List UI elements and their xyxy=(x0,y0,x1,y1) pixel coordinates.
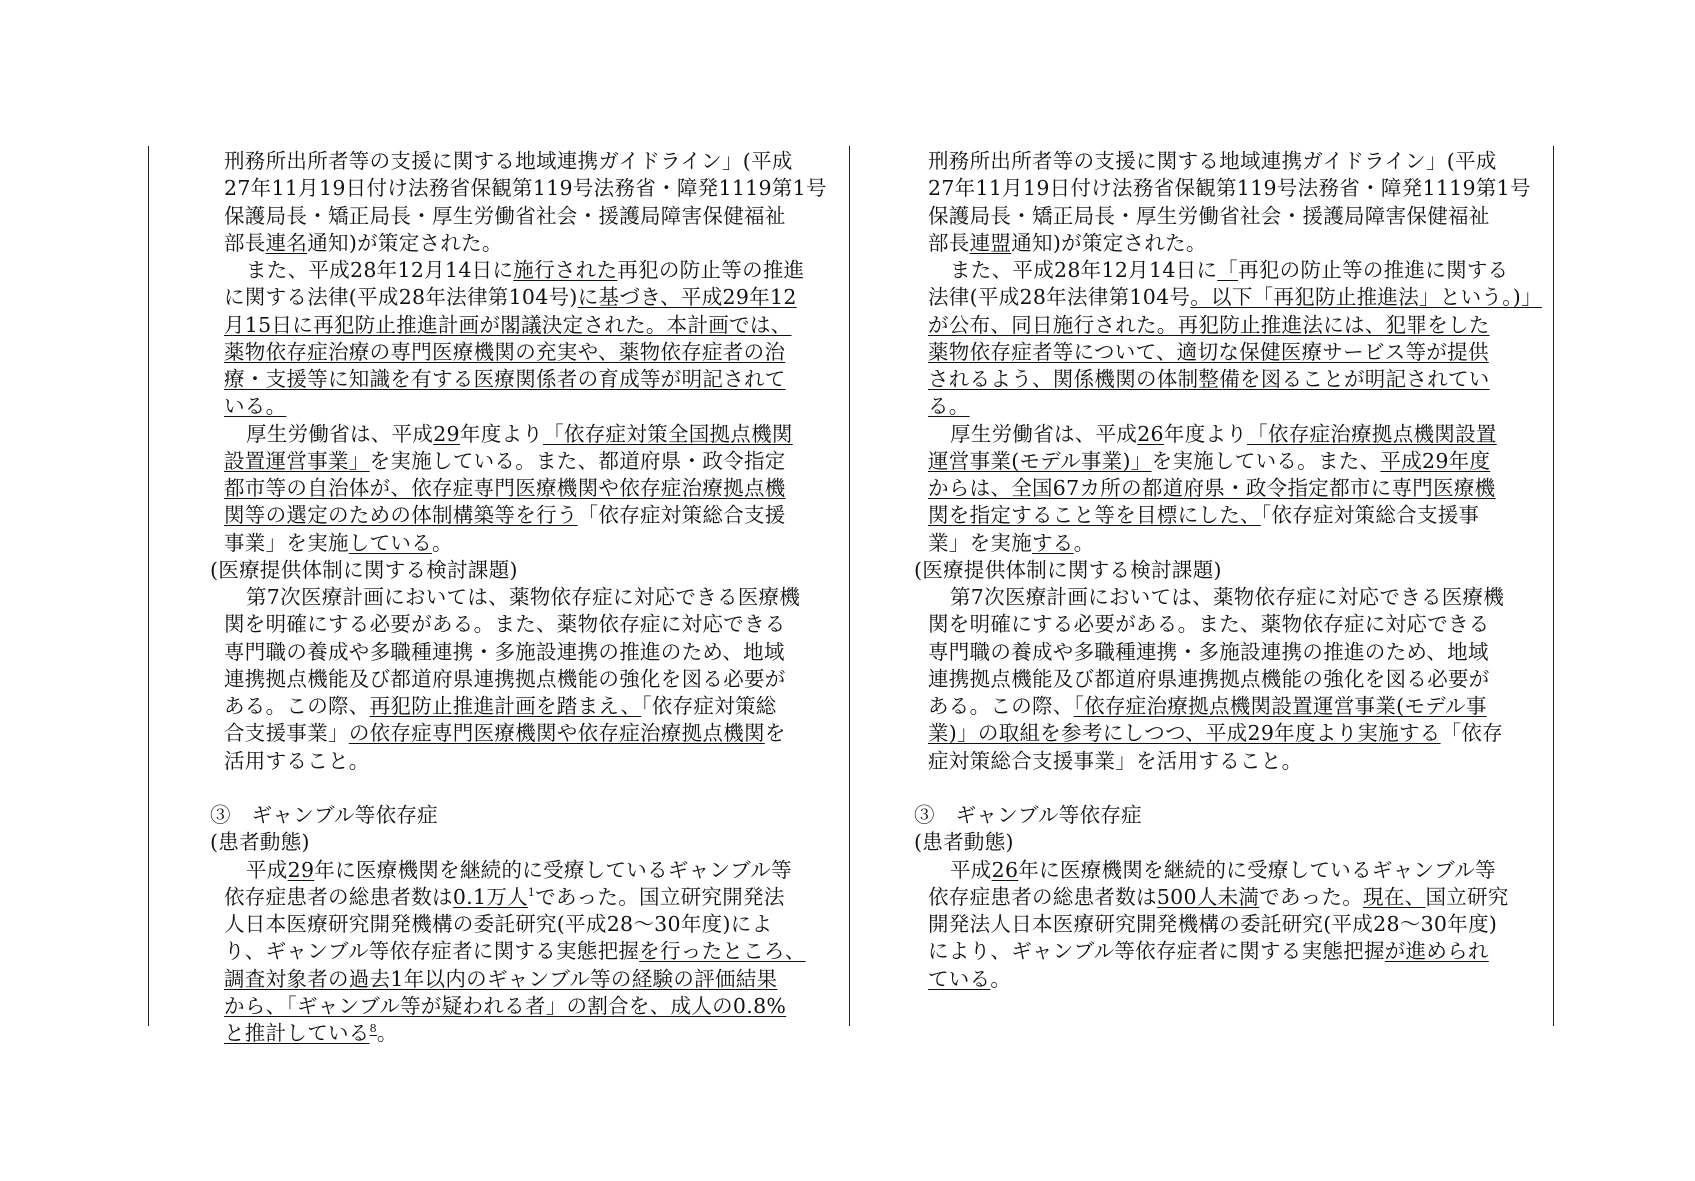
text-segment: に関する法律(平成28年法律第104号) xyxy=(224,285,578,310)
text-line xyxy=(224,1020,398,1047)
underlined-revision: が進められ xyxy=(1384,939,1489,964)
underlined-revision: の依存症専門医療機関や依存症治療拠点機関 xyxy=(348,721,765,746)
text-segment: 保護局長・矯正局長・厚生労働省社会・援護局障害保健福祉 xyxy=(928,203,1490,228)
text-line xyxy=(950,584,1504,611)
right-column-right-rule xyxy=(1553,146,1554,1026)
underlined-revision: 調査対象者の過去1年以内のギャンブル等の経験の評価結果 xyxy=(224,966,778,991)
text-line xyxy=(224,339,785,366)
underlined-revision: 療・支援等に知識を有する医療関係者の育成等が明記されて xyxy=(224,367,786,391)
footnote-marker: 8 xyxy=(369,1022,377,1036)
text-segment: 業」を実施 xyxy=(928,530,1032,555)
text-line xyxy=(224,502,786,529)
text-segment: 症対策総合支援事業」を活用すること。 xyxy=(928,748,1303,773)
text-segment: 厚生労働省は、平成 xyxy=(246,421,434,446)
text-segment: (医療提供体制に関する検討課題) xyxy=(210,557,518,582)
text-segment: 活用すること。 xyxy=(224,748,370,773)
text-segment: 保護局長・矯正局長・厚生労働省社会・援護局障害保健福祉 xyxy=(224,203,786,228)
text-segment: 部長 xyxy=(928,230,970,255)
underlined-revision: している xyxy=(348,530,433,555)
text-segment: 年度より xyxy=(1163,421,1248,446)
text-line xyxy=(224,284,797,311)
text-line xyxy=(928,720,1503,747)
text-segment: 厚生労働省は、平成 xyxy=(950,421,1138,446)
text-line xyxy=(928,639,1489,666)
text-segment: 部長 xyxy=(224,230,266,255)
text-line xyxy=(224,530,453,557)
text-segment: ③ ギャンブル等依存症 xyxy=(914,803,1142,827)
text-line xyxy=(224,693,777,720)
text-segment: であった。国立研究開発法 xyxy=(535,884,785,909)
underlined-revision: する xyxy=(1032,530,1074,555)
underlined-revision: 月15日に再犯防止推進計画が閣議決定された。本計画では、 xyxy=(224,312,792,337)
text-line xyxy=(928,748,1302,775)
text-segment: また、平成28年12月14日に xyxy=(950,258,1218,282)
underlined-revision: 29 xyxy=(433,421,460,446)
text-segment: 第7次医療計画においては、薬物依存症に対応できる医療機 xyxy=(950,585,1505,609)
text-segment: 開発法人日本医療研究開発機構の委託研究(平成28～30年度) xyxy=(928,912,1498,936)
text-segment: 年に医療機関を継続的に受療しているギャンブル等 xyxy=(314,857,792,882)
text-segment: 27年11月19日付け法務省保観第119号法務省・障発1119第1号 xyxy=(224,176,827,201)
text-line xyxy=(246,857,792,884)
text-segment: 関を明確にする必要がある。また、薬物依存症に対応できる xyxy=(928,612,1490,637)
text-line xyxy=(224,884,785,911)
text-line xyxy=(914,802,1142,829)
text-line xyxy=(224,938,806,965)
underlined-revision: 29 xyxy=(287,857,315,882)
text-line xyxy=(928,938,1489,965)
text-line xyxy=(224,175,827,202)
text-segment: 人日本医療研究開発機構の委託研究(平成28～30年度)によ xyxy=(224,912,773,936)
underlined-revision: 500人未満 xyxy=(1156,884,1260,909)
text-line xyxy=(224,448,786,475)
underlined-revision: 設置運営事業」 xyxy=(224,448,370,473)
underlined-revision: 「依存症治療拠点機関設置運営事業(モデル事 xyxy=(1073,694,1487,718)
text-line xyxy=(246,584,800,611)
text-line xyxy=(914,829,1014,856)
text-segment: り、ギャンブル等依存症者に関する実態把握 xyxy=(224,939,640,964)
underlined-revision: 「依存症対策全国拠点機関 xyxy=(543,421,793,446)
text-line xyxy=(224,639,785,666)
text-line xyxy=(928,693,1487,720)
text-segment: を xyxy=(764,721,786,746)
text-line xyxy=(224,203,786,230)
text-line xyxy=(224,312,791,339)
text-line xyxy=(224,230,503,257)
text-line xyxy=(210,802,438,829)
underlined-revision: 関等の選定のための体制構築等を行う xyxy=(224,503,578,528)
text-line xyxy=(224,993,786,1020)
underlined-revision: に基づき、平成29年12 xyxy=(577,285,797,310)
underlined-revision: 薬物依存症者等について、適切な保健医療サービス等が提供 xyxy=(928,339,1489,364)
underlined-revision: る。 xyxy=(928,394,970,419)
underlined-revision: から、「ギャンブル等が疑われる者」の割合を、成人の0.8% xyxy=(224,993,787,1018)
text-line xyxy=(928,666,1490,693)
underlined-revision: いる。 xyxy=(224,394,287,419)
text-line xyxy=(224,611,786,638)
text-segment: 専門職の養成や多職種連携・多施設連携の推進のため、地域 xyxy=(224,639,785,664)
text-line xyxy=(224,666,786,693)
text-segment: ③ ギャンブル等依存症 xyxy=(210,803,438,827)
text-segment: 事業」を実施 xyxy=(224,530,349,555)
text-segment: 依存症患者の総患者数は xyxy=(928,884,1157,909)
text-segment: 。 xyxy=(376,1021,398,1045)
text-line xyxy=(928,366,1490,393)
text-line xyxy=(224,148,793,175)
underlined-revision: と推計している xyxy=(224,1021,370,1045)
text-segment: を実施している。また、都道府県・政令指定 xyxy=(369,448,786,473)
text-segment: 依存症患者の総患者数は xyxy=(224,884,453,909)
underlined-revision: されるよう、関係機関の体制整備を図ることが明記されてい xyxy=(928,367,1490,391)
text-segment: (医療提供体制に関する検討課題) xyxy=(914,557,1222,582)
text-segment: 国立研究 xyxy=(1425,884,1509,909)
underlined-revision: 「 xyxy=(1217,258,1239,282)
text-line xyxy=(928,203,1490,230)
text-line xyxy=(246,421,793,448)
text-line xyxy=(224,911,772,938)
text-line xyxy=(950,857,1496,884)
text-line xyxy=(950,257,1508,284)
text-line xyxy=(928,230,1207,257)
text-line xyxy=(928,393,970,420)
text-line xyxy=(246,257,804,284)
text-segment: 27年11月19日付け法務省保観第119号法務省・障発1119第1号 xyxy=(928,176,1531,201)
underlined-revision: 26 xyxy=(1137,421,1164,446)
text-segment: ある。この際、 xyxy=(928,694,1074,718)
text-segment: 法律(平成28年法律第104号 xyxy=(928,285,1191,310)
text-line xyxy=(224,366,786,393)
underlined-revision: 施行された xyxy=(513,258,618,282)
underlined-revision: 連盟 xyxy=(969,230,1012,255)
text-segment: 「依存 xyxy=(1440,721,1503,746)
text-segment: 連携拠点機能及び都道府県連携拠点機能の強化を図る必要が xyxy=(224,666,786,691)
underlined-revision: 現在、 xyxy=(1363,884,1426,909)
underlined-revision: 。以下「再犯防止推進法」という。)」 xyxy=(1190,285,1542,310)
underlined-revision: 運営事業(モデル事業)」 xyxy=(928,448,1152,473)
text-line xyxy=(224,720,786,747)
underlined-revision: 関を指定すること等を目標にした、 xyxy=(928,503,1261,528)
text-line xyxy=(928,502,1479,529)
underlined-revision: 0.1万人 xyxy=(452,884,528,909)
text-line xyxy=(928,312,1490,339)
text-segment: 平成 xyxy=(950,857,992,882)
text-line xyxy=(224,966,777,993)
text-segment: 再犯の防止等の推進 xyxy=(617,258,805,282)
text-line xyxy=(224,475,786,502)
underlined-revision: を行ったところ、 xyxy=(639,939,806,964)
text-line xyxy=(928,284,1542,311)
text-line xyxy=(928,884,1509,911)
underlined-revision: 都市等の自治体が、依存症専門医療機関や依存症治療拠点機 xyxy=(224,476,786,500)
text-segment: 専門職の養成や多職種連携・多施設連携の推進のため、地域 xyxy=(928,639,1489,664)
text-line xyxy=(950,421,1497,448)
text-line xyxy=(928,611,1490,638)
underlined-revision: 業)」の取組を参考にしつつ、平成29年度より実施する xyxy=(928,721,1441,746)
text-segment: また、平成28年12月14日に xyxy=(246,258,514,282)
text-segment: 合支援事業」 xyxy=(224,721,349,746)
left-column-right-rule xyxy=(849,146,850,1026)
text-segment: ある。この際、 xyxy=(224,694,370,718)
text-segment: 連携拠点機能及び都道府県連携拠点機能の強化を図る必要が xyxy=(928,666,1490,691)
underlined-revision: 連名 xyxy=(265,230,308,255)
text-line xyxy=(928,966,1011,993)
text-segment: 。 xyxy=(990,966,1012,991)
text-segment: 刑務所出所者等の支援に関する地域連携ガイドライン」(平成 xyxy=(928,149,1497,173)
text-line xyxy=(928,448,1490,475)
text-segment: 平成 xyxy=(246,857,288,882)
text-segment: 「依存症対策総合支援 xyxy=(577,503,786,528)
text-segment: であった。 xyxy=(1259,884,1364,909)
text-line xyxy=(224,393,286,420)
text-line xyxy=(210,829,310,856)
text-line xyxy=(928,911,1497,938)
text-segment: 。 xyxy=(432,530,453,555)
text-segment: 再犯の防止等の推進に関する xyxy=(1238,258,1509,282)
underlined-revision: からは、全国67カ所の都道府県・政令指定都市に専門医療機 xyxy=(928,476,1496,500)
text-segment: 「依存症対策総 xyxy=(641,694,777,718)
text-segment: により、ギャンブル等依存症者に関する実態把握 xyxy=(928,939,1385,964)
text-segment: 通知)が策定された。 xyxy=(1011,230,1207,255)
text-line xyxy=(928,339,1489,366)
underlined-revision: 26 xyxy=(991,857,1019,882)
text-segment: 通知)が策定された。 xyxy=(307,230,503,255)
text-segment: 刑務所出所者等の支援に関する地域連携ガイドライン」(平成 xyxy=(224,149,793,173)
underlined-revision: が公布、同日施行された。再犯防止推進法には、犯罪をした xyxy=(928,312,1490,337)
underlined-revision: 再犯防止推進計画を踏まえ、 xyxy=(369,694,642,718)
underlined-revision: 平成29年度 xyxy=(1380,448,1491,473)
text-segment: 。 xyxy=(1073,530,1095,555)
text-segment: (患者動態) xyxy=(210,830,310,855)
left-column-left-rule xyxy=(148,146,149,1026)
text-segment: 関を明確にする必要がある。また、薬物依存症に対応できる xyxy=(224,612,786,637)
text-segment: 「依存症対策総合支援事 xyxy=(1260,503,1480,528)
text-segment: を実施している。また、 xyxy=(1151,448,1381,473)
footnote-marker: 1 xyxy=(527,885,536,899)
text-segment: 年度より xyxy=(459,421,544,446)
text-line xyxy=(928,530,1094,557)
underlined-revision: 薬物依存症治療の専門医療機関の充実や、薬物依存症者の治 xyxy=(224,339,786,364)
text-segment: (患者動態) xyxy=(914,830,1014,855)
text-line xyxy=(928,475,1495,502)
text-line xyxy=(914,557,1222,584)
text-line xyxy=(210,557,518,584)
text-segment: 第7次医療計画においては、薬物依存症に対応できる医療機 xyxy=(246,585,801,609)
underlined-revision: ている xyxy=(928,966,991,991)
text-line xyxy=(224,748,370,775)
text-line xyxy=(928,148,1497,175)
text-line xyxy=(928,175,1531,202)
underlined-revision: 「依存症治療拠点機関設置 xyxy=(1247,421,1497,446)
text-segment: 年に医療機関を継続的に受療しているギャンブル等 xyxy=(1018,857,1496,882)
